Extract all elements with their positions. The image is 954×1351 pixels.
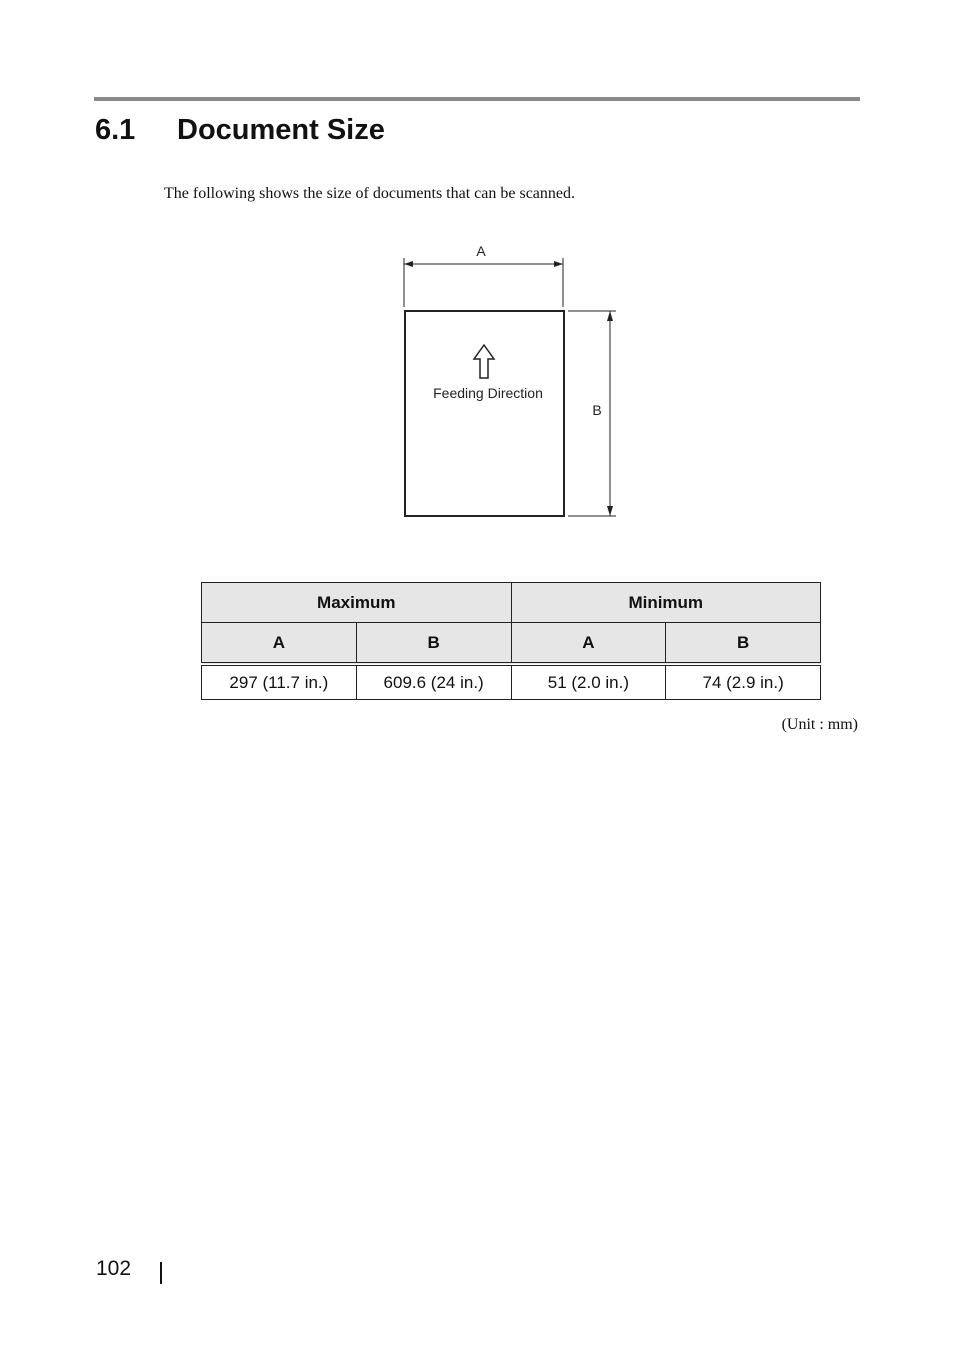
header-min-b: B [666,623,821,665]
cell-min-b: 74 (2.9 in.) [666,664,821,700]
feed-direction-label: Feeding Direction [433,385,543,401]
page-number-divider [160,1262,162,1284]
header-minimum: Minimum [511,583,821,623]
dim-b-label: B [592,402,602,418]
document-size-diagram [390,235,630,525]
section-title: Document Size [177,114,385,146]
cell-min-a: 51 (2.0 in.) [511,664,666,700]
dim-a-arrow-right-icon [554,261,563,267]
dim-a-arrow-left-icon [404,261,413,267]
dim-b-arrow-up-icon [607,311,613,321]
sub-header-row [202,623,821,665]
intro-paragraph: The following shows the size of documents that can be scanned. [164,185,575,202]
dim-b-arrow-down-icon [607,506,613,516]
header-maximum: Maximum [202,583,512,623]
document-sheet [405,311,564,516]
document-size-table [201,582,821,700]
header-rule [94,97,860,101]
header-max-a: A [202,623,357,665]
section-heading [95,114,385,147]
page-number: 102 [96,1257,132,1280]
section-number: 6.1 [95,114,136,146]
table-row [202,664,821,700]
cell-max-b: 609.6 (24 in.) [356,664,511,700]
header-max-b: B [356,623,511,665]
cell-max-a: 297 (11.7 in.) [202,664,357,700]
dim-a-label: A [476,243,486,259]
header-min-a: A [511,623,666,665]
group-header-row [202,583,821,623]
unit-note: (Unit : mm) [781,716,858,733]
